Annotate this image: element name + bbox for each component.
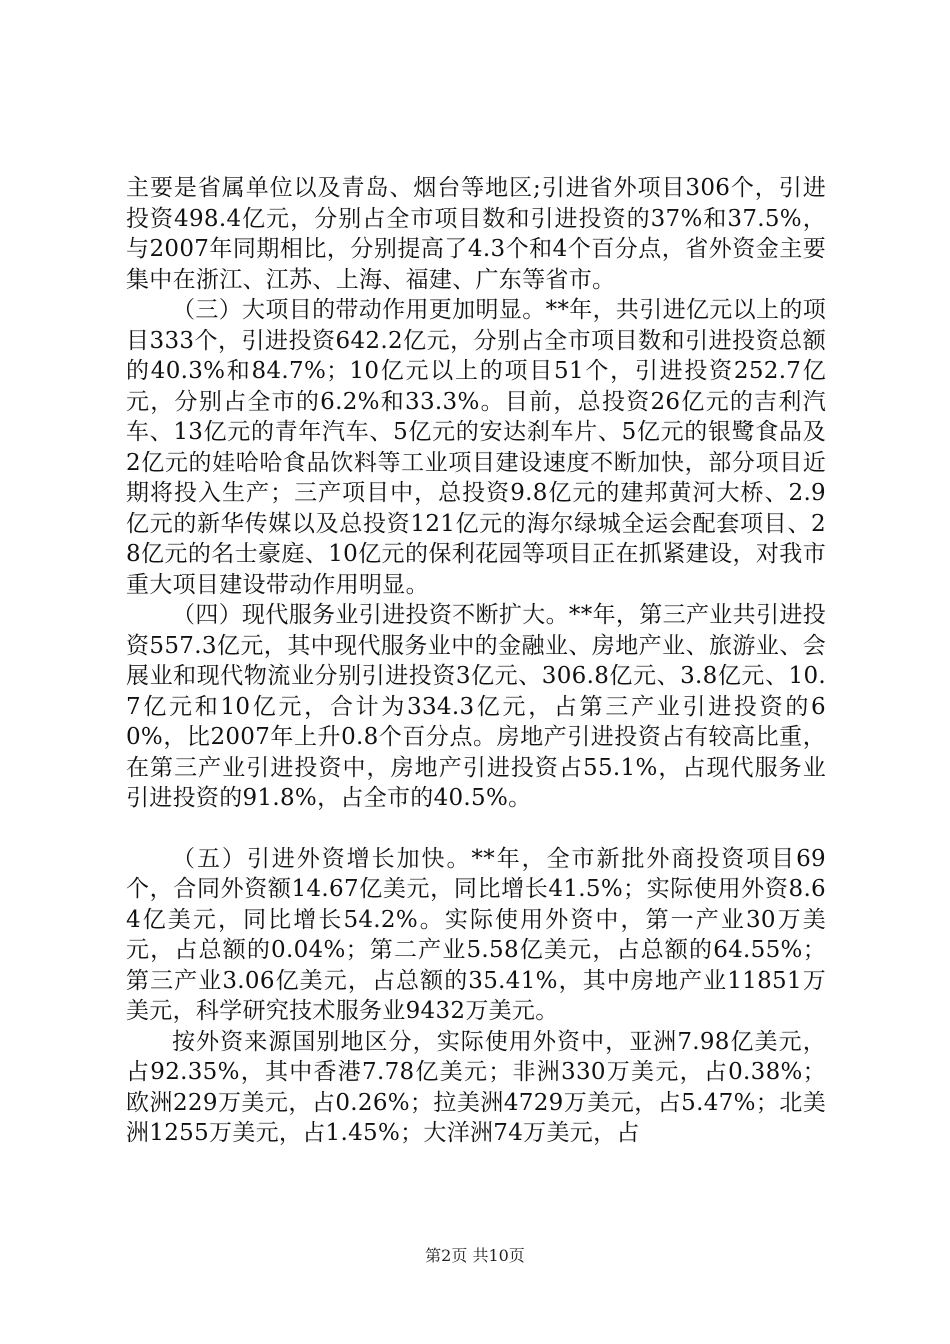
paragraph-foreign-investment: （五）引进外资增长加快。**年，全市新批外商投资项目69个，合同外资额14.67亿美元，同比增长41.5%；实际使用外资8.64亿美元，同比增长54.2%。实际使用外资中，第一产业30万美元，占总额的0.04%；第二产业5.58亿美元，占总额的64.55%；第三产业3.06亿美元，占总额的35.41%，其中房地产业11851万美元，科学研究技术服务业9432万美元。	[126, 845, 826, 1024]
paragraph-continuation: 主要是省属单位以及青岛、烟台等地区;引进省外项目306个，引进投资498.4亿元，分别占全市项目数和引进投资的37%和37.5%，与2007年同期相比，分别提高了4.3个和4个百分点，省外资金主要集中在浙江、江苏、上海、福建、广东等省市。	[126, 175, 826, 293]
paragraph-investment-by-region: 按外资来源国别地区分，实际使用外资中，亚洲7.98亿美元，占92.35%，其中香港7.78亿美元；非洲330万美元，占0.38%；欧洲229万美元，占0.26%；拉美洲4729万美元，占5.47%；北美洲1255万美元，占1.45%；大洋洲74万美元，占	[126, 1028, 826, 1146]
page-number-footer: 第2页 共10页	[425, 1246, 525, 1265]
paragraph-modern-services: （四）现代服务业引进投资不断扩大。**年，第三产业共引进投资557.3亿元，其中现代服务业中的金融业、房地产业、旅游业、会展业和现代物流业分别引进投资3亿元、306.8亿元、3.8亿元、10.7亿元和10亿元，合计为334.3亿元，占第三产业引进投资的60%，比2007年上升0.8个百分点。房地产引进投资占有较高比重，在第三产业引进投资中，房地产引进投资占55.1%，占现代服务业引进投资的91.8%，占全市的40.5%。	[126, 602, 826, 811]
document-body	[126, 173, 826, 1149]
paragraph-large-projects: （三）大项目的带动作用更加明显。**年，共引进亿元以上的项目333个，引进投资642.2亿元，分别占全市项目数和引进投资总额的40.3%和84.7%；10亿元以上的项目51个，引进投资252.7亿元，分别占全市的6.2%和33.3%。目前，总投资26亿元的吉利汽车、13亿元的青年汽车、5亿元的安达刹车片、5亿元的银鹭食品及2亿元的娃哈哈食品饮料等工业项目建设速度不断加快，部分项目近期将投入生产；三产项目中，总投资9.8亿元的建邦黄河大桥、2.9亿元的新华传媒以及总投资121亿元的海尔绿城全运会配套项目、28亿元的名士豪庭、10亿元的保利花园等项目正在抓紧建设，对我市重大项目建设带动作用明显。	[126, 297, 826, 598]
